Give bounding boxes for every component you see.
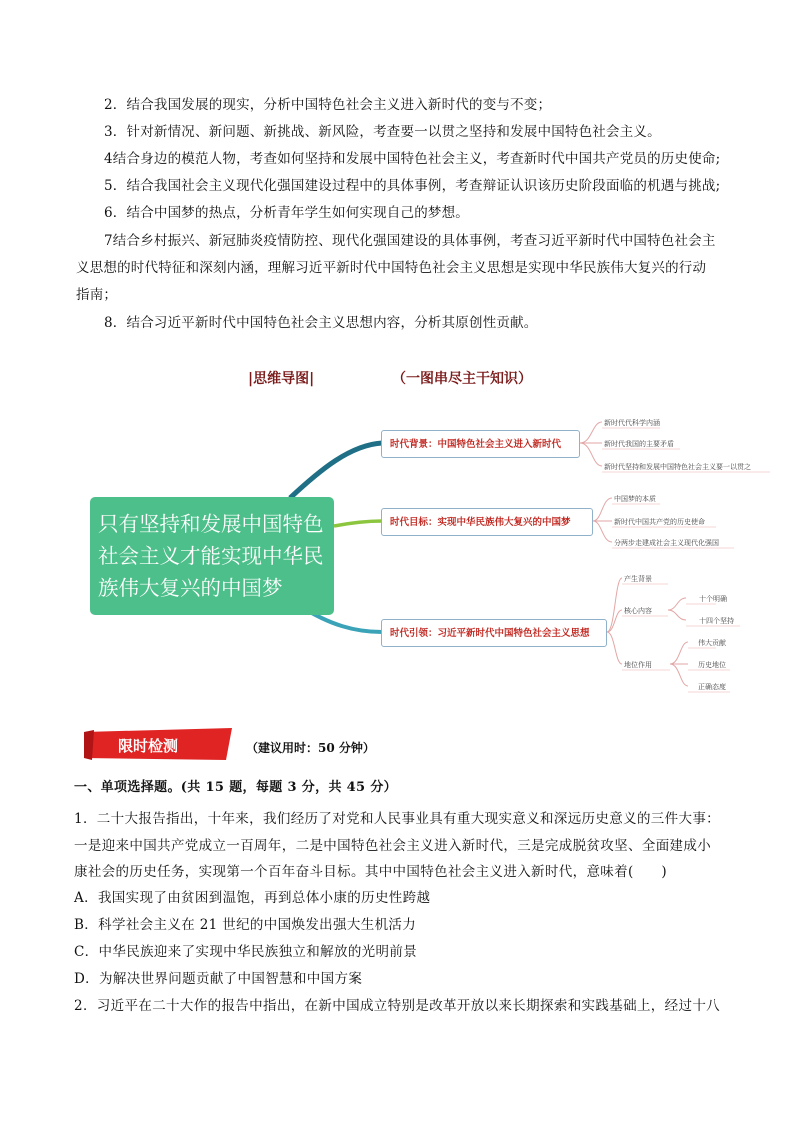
section-tag-label: 限时检测: [118, 737, 179, 755]
goal-line: 5．结合我国社会主义现代化强国建设过程中的具体事例，考查辩证认识该历史阶段面临的机遇与挑战;: [104, 178, 721, 194]
leaf-item: 伟大贡献: [698, 639, 726, 647]
mindmap-subtitle: （一图串尽主干知识）: [392, 371, 532, 387]
goal-line: 7结合乡村振兴、新冠肺炎疫情防控、现代化强国建设的具体事例，考查习近平新时代中国特色社会主: [104, 233, 716, 249]
branch-node-goal: 时代目标：实现中华民族伟大复兴的中国梦: [381, 508, 593, 536]
leaf-item: 新时代坚持和发展中国特色社会主义要一以贯之: [604, 463, 751, 471]
leaf-item: 新时代代科学内涵: [604, 419, 660, 427]
goal-line: 6．结合中国梦的热点，分析青年学生如何实现自己的梦想。: [104, 205, 469, 221]
central-line: 只有坚持和发展中国特色: [98, 512, 324, 536]
leaf-item: 新时代中国共产党的历史使命: [614, 518, 705, 526]
question-line: 康社会的历史任务，实现第一个百年奋斗目标。其中中国特色社会主义进入新时代，意味着( ): [74, 864, 667, 880]
leaf-item: 中国梦的本质: [614, 495, 656, 503]
leaf-item: 正确态度: [698, 683, 726, 691]
option-c: C．中华民族迎来了实现中华民族独立和解放的光明前景: [74, 944, 418, 960]
goal-line: 8．结合习近平新时代中国特色社会主义思想内容，分析其原创性贡献。: [104, 315, 538, 331]
option-b: B．科学社会主义在 21 世纪的中国焕发出强大生机活力: [74, 917, 417, 933]
goal-line: 指南；: [76, 287, 118, 303]
mindmap-title: |思维导图|: [248, 371, 315, 387]
central-line: 社会主义才能实现中华民: [98, 544, 324, 568]
goal-line: 4结合身边的模范人物，考查如何坚持和发展中国特色社会主义，考查新时代中国共产党员的历史使命;: [104, 151, 721, 167]
leaf-item: 十四个坚持: [699, 617, 734, 625]
goal-line: 义思想的时代特征和深刻内涵，理解习近平新时代中国特色社会主义思想是实现中华民族伟大复兴的行动: [76, 260, 707, 276]
goal-line: 2．结合我国发展的现实，分析中国特色社会主义进入新时代的变与不变；: [104, 97, 552, 113]
question-line: 2．习近平在二十大作的报告中指出，在新中国成立特别是改革开放以来长期探索和实践基础上，经过十八: [74, 998, 721, 1014]
leaf-item: 十个明确: [699, 595, 727, 603]
question-line: 一是迎来中国共产党成立一百周年，二是中国特色社会主义进入新时代，三是完成脱贫攻坚、全面建成小: [74, 838, 712, 854]
question-line: 1．二十大报告指出，十年来，我们经历了对党和人民事业具有重大现实意义和深远历史意义的三件大事：: [74, 811, 721, 827]
leaf-item: 历史地位: [698, 661, 726, 669]
leaf-item: 核心内容: [624, 607, 652, 615]
option-d: D．为解决世界问题贡献了中国智慧和中国方案: [74, 971, 363, 987]
central-line: 族伟大复兴的中国梦: [98, 576, 283, 600]
option-a: A．我国实现了由贫困到温饱，再到总体小康的历史性跨越: [74, 890, 431, 906]
section-heading: 一、单项选择题。(共 15 题，每题 3 分，共 45 分）: [74, 780, 398, 795]
section-time-note: （建议用时：50 分钟）: [246, 741, 375, 755]
leaf-item: 地位作用: [624, 661, 652, 669]
leaf-item: 新时代我国的主要矛盾: [604, 440, 674, 448]
mindmap-central-node: [90, 497, 334, 615]
branch-node-background: 时代背景：中国特色社会主义进入新时代: [381, 430, 580, 458]
leaf-item: 分两步走建成社会主义现代化强国: [614, 539, 719, 547]
leaf-item: 产生背景: [624, 575, 652, 583]
goal-line: 3．针对新情况、新问题、新挑战、新风险，考查要一以贯之坚持和发展中国特色社会主义。: [104, 124, 661, 140]
branch-node-guide: 时代引领：习近平新时代中国特色社会主义思想: [381, 619, 607, 647]
